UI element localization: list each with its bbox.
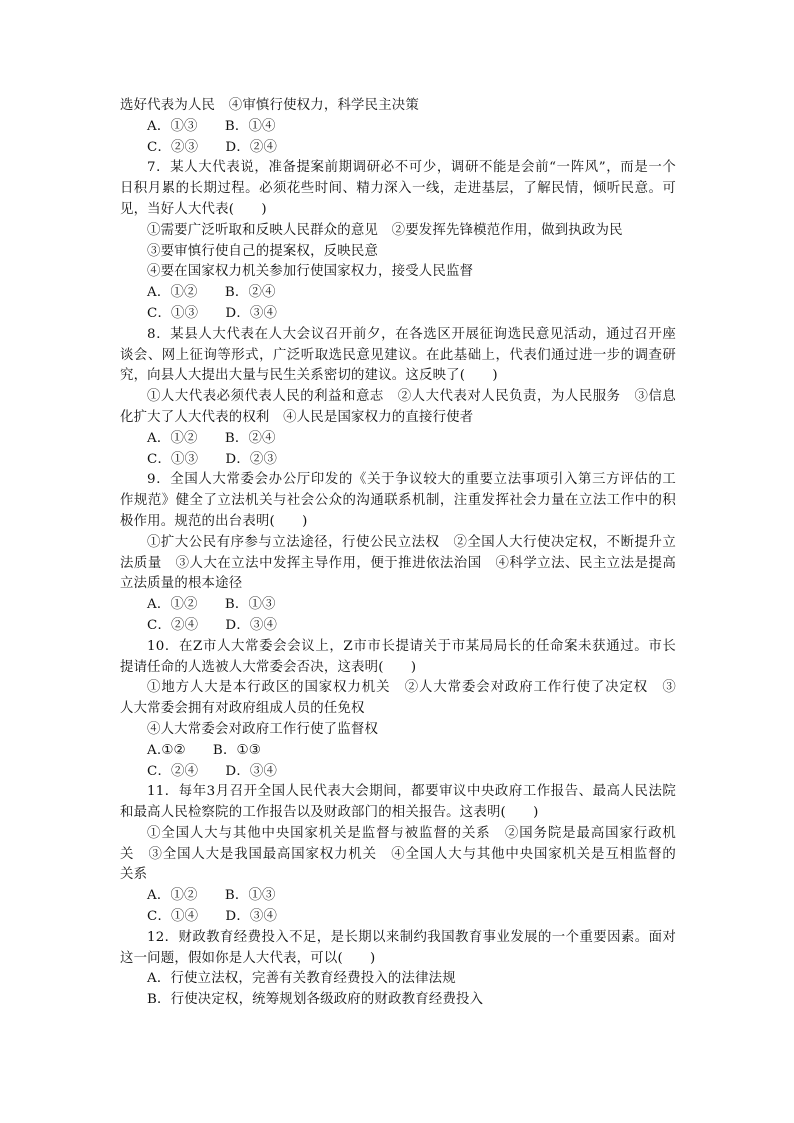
question-10-statement: ①地方人大是本行政区的国家权力机关 ②人大常委会对政府工作行使了决定权 ③	[147, 680, 676, 696]
question-9-stem: 极作用。规范的出台表明( )	[120, 513, 308, 529]
answer-option-a: A．行使立法权，完善有关教育经费投入的法律法规	[147, 971, 456, 987]
question-10-statement: 人大常委会拥有对政府组成人员的任免权	[120, 701, 365, 717]
question-11-statement: 关系	[120, 867, 148, 883]
answer-options: A．①② B．②④	[147, 430, 276, 446]
question-7-stem: 7．某人大代表说，准备提案前期调研必不可少，调研不能是会前“一阵风”，而是一个	[147, 160, 676, 176]
answer-options: C．①④ D．③④	[147, 909, 278, 925]
text-line: 选好代表为人民 ④审慎行使权力，科学民主决策	[120, 98, 419, 113]
question-7-statement: ③要审慎行使自己的提案权，反映民意	[147, 243, 379, 259]
question-7-stem: 见，当好人大代表( )	[120, 201, 267, 217]
question-8-statement: 化扩大了人大代表的权利 ④人民是国家权力的直接行使者	[120, 409, 474, 425]
answer-options: C．②④ D．③④	[147, 763, 278, 779]
question-7-stem: 日积月累的长期过程。必须花些时间、精力深入一线，走进基层，了解民情，倾听民意。可	[120, 181, 676, 197]
question-10-statement: ④人大常委会对政府工作行使了监督权	[147, 721, 379, 737]
answer-options: A．①② B．①③	[147, 888, 276, 904]
answer-options: C．①③ D．③④	[147, 305, 278, 321]
question-8-stem: 谈会、网上征询等形式，广泛听取选民意见建议。在此基础上，代表们通过进一步的调查研	[120, 347, 676, 363]
question-9-statement: ①扩大公民有序参与立法途径，行使公民立法权 ②全国人大行使决定权，不断提升立	[147, 534, 676, 550]
question-12-stem: 12．财政教育经费投入不足，是长期以来制约我国教育事业发展的一个重要因素。面对	[147, 929, 676, 945]
question-11-stem: 和最高人民检察院的工作报告以及财政部门的相关报告。这表明( )	[120, 805, 539, 821]
answer-options: A．①② B．②④	[147, 285, 276, 301]
answer-option-b: B．行使决定权，统筹规划各级政府的财政教育经费投入	[147, 992, 484, 1008]
answer-options: A．①③ B．①④	[147, 118, 276, 134]
document-page	[120, 96, 676, 1011]
question-10-stem: 10．在Z市人大常委会会议上，Z市市长提请关于市某局局长的任命案未获通过。市长	[147, 638, 676, 654]
question-8-statement: ①人大代表必须代表人民的利益和意志 ②人大代表对人民负责，为人民服务 ③信息	[147, 389, 676, 405]
question-11-stem: 11．每年3月召开全国人民代表大会期间，都要审议中央政府工作报告、最高人民法院	[147, 784, 676, 800]
question-9-statement: 法质量 ③人大在立法中发挥主导作用，便于推进依法治国 ④科学立法、民主立法是提高	[120, 555, 676, 571]
question-9-stem: 9．全国人大常委会办公厅印发的《关于争议较大的重要立法事项引入第三方评估的工	[147, 472, 676, 488]
answer-options: C．①③ D．②③	[147, 451, 278, 467]
answer-options: A．①② B．①③	[147, 597, 276, 613]
question-8-stem: 究，向县人大提出大量与民生关系密切的建议。这反映了( )	[120, 368, 498, 384]
question-12-stem: 这一问题，假如你是人大代表，可以( )	[120, 950, 376, 966]
answer-options: A.①② B．①③	[147, 742, 261, 758]
question-9-stem: 作规范》健全了立法机关与社会公众的沟通联系机制，注重发挥社会力量在立法工作中的积	[120, 493, 676, 509]
question-7-statement: ④要在国家权力机关参加行使国家权力，接受人民监督	[147, 264, 474, 280]
question-9-statement: 立法质量的根本途径	[120, 576, 243, 592]
question-8-stem: 8．某县人大代表在人大会议召开前夕，在各选区开展征询选民意见活动，通过召开座	[147, 326, 676, 342]
answer-options: C．②④ D．③④	[147, 617, 278, 633]
question-11-statement: ①全国人大与其他中央国家机关是监督与被监督的关系 ②国务院是最高国家行政机	[147, 825, 676, 841]
answer-options: C．②③ D．②④	[147, 139, 278, 155]
question-7-statement: ①需要广泛听取和反映人民群众的意见 ②要发挥先锋模范作用，做到执政为民	[147, 222, 623, 238]
question-10-stem: 提请任命的人选被人大常委会否决，这表明( )	[120, 659, 417, 675]
question-11-statement: 关 ③全国人大是我国最高国家权力机关 ④全国人大与其他中央国家机关是互相监督的	[120, 846, 676, 862]
